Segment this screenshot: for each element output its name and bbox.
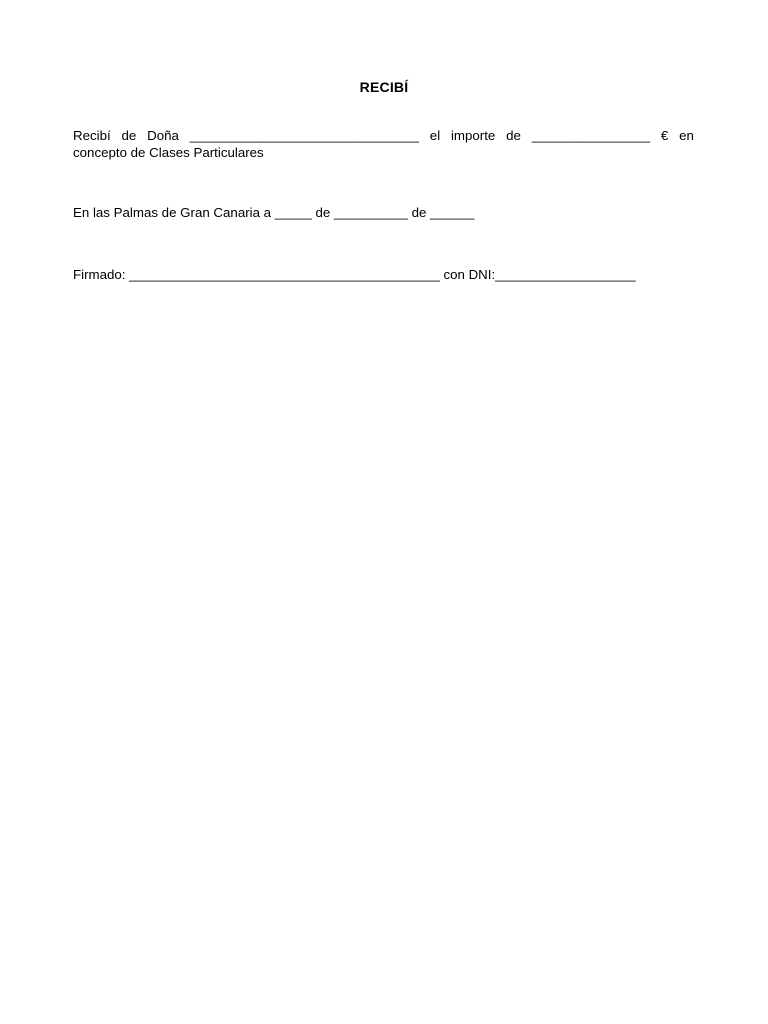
receipt-word: Doña	[147, 128, 179, 143]
euro-symbol: €	[660, 128, 669, 143]
receipt-word: Recibí	[73, 128, 111, 143]
receipt-word: el	[429, 128, 441, 143]
document-title: RECIBÍ	[359, 79, 409, 95]
name-blank: _______________________________	[189, 128, 419, 143]
receipt-word: importe	[450, 128, 496, 143]
receipt-word: en	[679, 128, 694, 143]
receipt-word: de	[506, 128, 521, 143]
receipt-paragraph	[73, 127, 694, 161]
receipt-line-1	[73, 127, 694, 144]
signature-line: Firmado: __________________________________________ con DNI:___________________	[73, 267, 636, 282]
amount-blank: ________________	[531, 128, 651, 143]
receipt-word: de	[121, 128, 137, 143]
place-date-line: En las Palmas de Gran Canaria a _____ de __________ de ______	[73, 205, 475, 220]
receipt-line-2: concepto de Clases Particulares	[73, 145, 264, 160]
